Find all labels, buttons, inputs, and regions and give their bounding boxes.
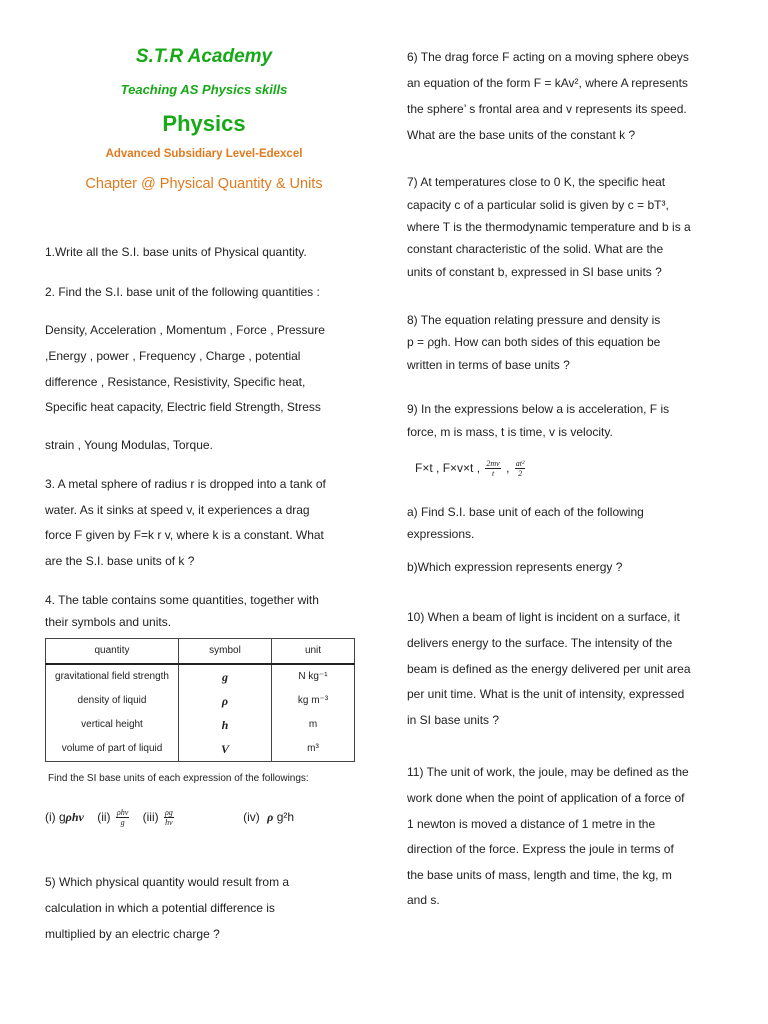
table-cell-symbol: h	[179, 713, 272, 737]
question-3-line-2: water. As it sinks at speed v, it experiences a drag	[45, 503, 310, 517]
expr-i: ρhv	[65, 810, 84, 824]
question-7-line-4: constant characteristic of the solid. What are the	[407, 242, 664, 256]
expr-at2-numerator: at²	[515, 459, 525, 469]
table-cell-quantity: volume of part of liquid	[46, 737, 179, 762]
question-7-line-5: units of constant b, expressed in SI base units ?	[407, 265, 662, 279]
question-7-line-3: where T is the thermodynamic temperature and b is a	[407, 220, 691, 234]
question-3-line-1: 3. A metal sphere of radius r is dropped into a tank of	[45, 477, 326, 491]
question-6-line-4: What are the base units of the constant k ?	[407, 128, 636, 142]
expr-f-times-v-times-t: F×v×t ,	[442, 461, 481, 475]
expr-iii-numerator: ρg	[164, 808, 173, 818]
table-header-quantity: quantity	[46, 639, 179, 665]
question-9-expressions	[415, 456, 735, 480]
question-6-line-2: an equation of the form F = kAv², where A represents	[407, 76, 688, 90]
question-11-line-1: 11) The unit of work, the joule, may be defined as the	[407, 765, 689, 779]
question-11-line-3: 1 newton is moved a distance of 1 metre in the	[407, 817, 656, 831]
question-5-line-1: 5) Which physical quantity would result from a	[45, 875, 290, 889]
expr-iv-rest: g²h	[276, 810, 295, 824]
question-5-line-2: calculation in which a potential difference is	[45, 901, 275, 915]
subject-title: Physics	[162, 111, 246, 136]
question-11-line-5: the base units of mass, length and time, the kg, m	[407, 868, 672, 882]
question-11-line-4: direction of the force. Express the joule in terms of	[407, 842, 674, 856]
question-11-line-2: work done when the point of application of a force of	[407, 791, 685, 805]
question-10-line-3: beam is defined as the energy delivered per unit area	[407, 662, 691, 676]
tagline: Teaching AS Physics skills	[120, 82, 288, 97]
table-cell-unit: N kg⁻¹	[272, 664, 355, 689]
table-cell-unit: m	[272, 713, 355, 737]
question-10-line-5: in SI base units ?	[407, 713, 500, 727]
question-10-line-2: delivers energy to the surface. The intensity of the	[407, 636, 673, 650]
question-10-line-1: 10) When a beam of light is incident on a surface, it	[407, 610, 680, 624]
question-4-line-1: 4. The table contains some quantities, together with	[45, 593, 319, 607]
question-4-line-2: their symbols and units.	[45, 615, 172, 629]
expr-at2-over-2	[515, 459, 526, 478]
expr-i-label: (i) g	[45, 810, 66, 824]
question-7-line-2: capacity c of a particular solid is given by c = bT³,	[407, 198, 669, 212]
expr-at2-denominator: 2	[518, 469, 523, 479]
expr-iii-denominator: hv	[165, 818, 173, 828]
question-2: 2. Find the S.I. base unit of the following quantities :	[45, 285, 320, 299]
question-6-line-1: 6) The drag force F acting on a moving sphere obeys	[407, 50, 689, 64]
table-row	[46, 713, 355, 737]
table-header-symbol: symbol	[179, 639, 272, 665]
question-9-line-2: force, m is mass, t is time, v is velocity.	[407, 425, 613, 439]
table-cell-symbol: g	[179, 664, 272, 689]
table-row	[46, 664, 355, 689]
quantity-list-line-1: Density, Acceleration , Momentum , Force , Pressure	[45, 323, 325, 337]
question-11-line-6: and s.	[407, 893, 440, 907]
table-cell-symbol: V	[179, 737, 272, 762]
expr-2mv-numerator: 2mv	[486, 459, 500, 469]
question-5-line-3: multiplied by an electric charge ?	[45, 927, 220, 941]
expr-f-times-t: F×t ,	[415, 461, 440, 475]
question-9-line-1: 9) In the expressions below a is acceleration, F is	[407, 402, 670, 416]
question-8-line-2: p = ρgh. How can both sides of this equation be	[407, 335, 661, 349]
chapter-title: Chapter @ Physical Quantity & Units	[85, 176, 323, 192]
table-cell-unit: m³	[272, 737, 355, 762]
expr-iii-fraction	[164, 808, 174, 827]
table-cell-quantity: vertical height	[46, 713, 179, 737]
expr-iv-label: (iv)	[243, 810, 260, 824]
expr-ii-numerator: ρhv	[116, 808, 129, 818]
table-cell-symbol: ρ	[179, 689, 272, 713]
expr-2mv-denominator: t	[491, 469, 495, 479]
question-6-line-3: the sphere’ s frontal area and v represents its speed.	[407, 102, 687, 116]
academy-title: S.T.R Academy	[135, 46, 273, 67]
table-cell-quantity: gravitational field strength	[46, 664, 179, 689]
table-cell-unit: kg m⁻³	[272, 689, 355, 713]
quantity-list-line-4: Specific heat capacity, Electric field Strength, Stress	[45, 400, 321, 414]
expr-ii-fraction	[116, 808, 129, 827]
question-3-line-3: force F given by F=k r v, where k is a constant. What	[45, 528, 324, 542]
quantity-list-line-3: difference , Resistance, Resistivity, Specific heat,	[45, 375, 306, 389]
table-row	[46, 689, 355, 713]
expr-ii-denominator: g	[120, 818, 125, 828]
question-4-instruction: Find the SI base units of each expression of the followings:	[48, 773, 309, 784]
question-3-line-4: are the S.I. base units of k ?	[45, 554, 195, 568]
question-1: 1.Write all the S.I. base units of Physical quantity.	[45, 245, 307, 259]
expr-iii-label: (iii)	[142, 810, 159, 824]
question-9a-line-2: expressions.	[407, 527, 475, 541]
expr-iv-rho: ρ	[267, 810, 274, 824]
expr-2mv-over-t	[485, 459, 500, 478]
expr-separator: ,	[506, 461, 510, 475]
level-subtitle: Advanced Subsidiary Level-Edexcel	[105, 148, 303, 160]
quantity-list-line-5: strain , Young Modulas, Torque.	[45, 438, 213, 452]
quantity-list-line-2: ,Energy , power , Frequency , Charge , potential	[45, 349, 301, 363]
quantity-table	[45, 638, 355, 762]
question-8-line-1: 8) The equation relating pressure and density is	[407, 313, 661, 327]
question-7-line-1: 7) At temperatures close to 0 K, the specific heat	[407, 175, 666, 189]
table-cell-quantity: density of liquid	[46, 689, 179, 713]
question-8-line-3: written in terms of base units ?	[407, 358, 570, 372]
expr-ii-label: (ii)	[97, 810, 111, 824]
table-row	[46, 737, 355, 762]
table-header-unit: unit	[272, 639, 355, 665]
question-4-expressions	[45, 805, 363, 829]
question-10-line-4: per unit time. What is the unit of intensity, expressed	[407, 687, 685, 701]
question-9b: b)Which expression represents energy ?	[407, 560, 623, 574]
question-9a-line-1: a) Find S.I. base unit of each of the following	[407, 505, 644, 519]
